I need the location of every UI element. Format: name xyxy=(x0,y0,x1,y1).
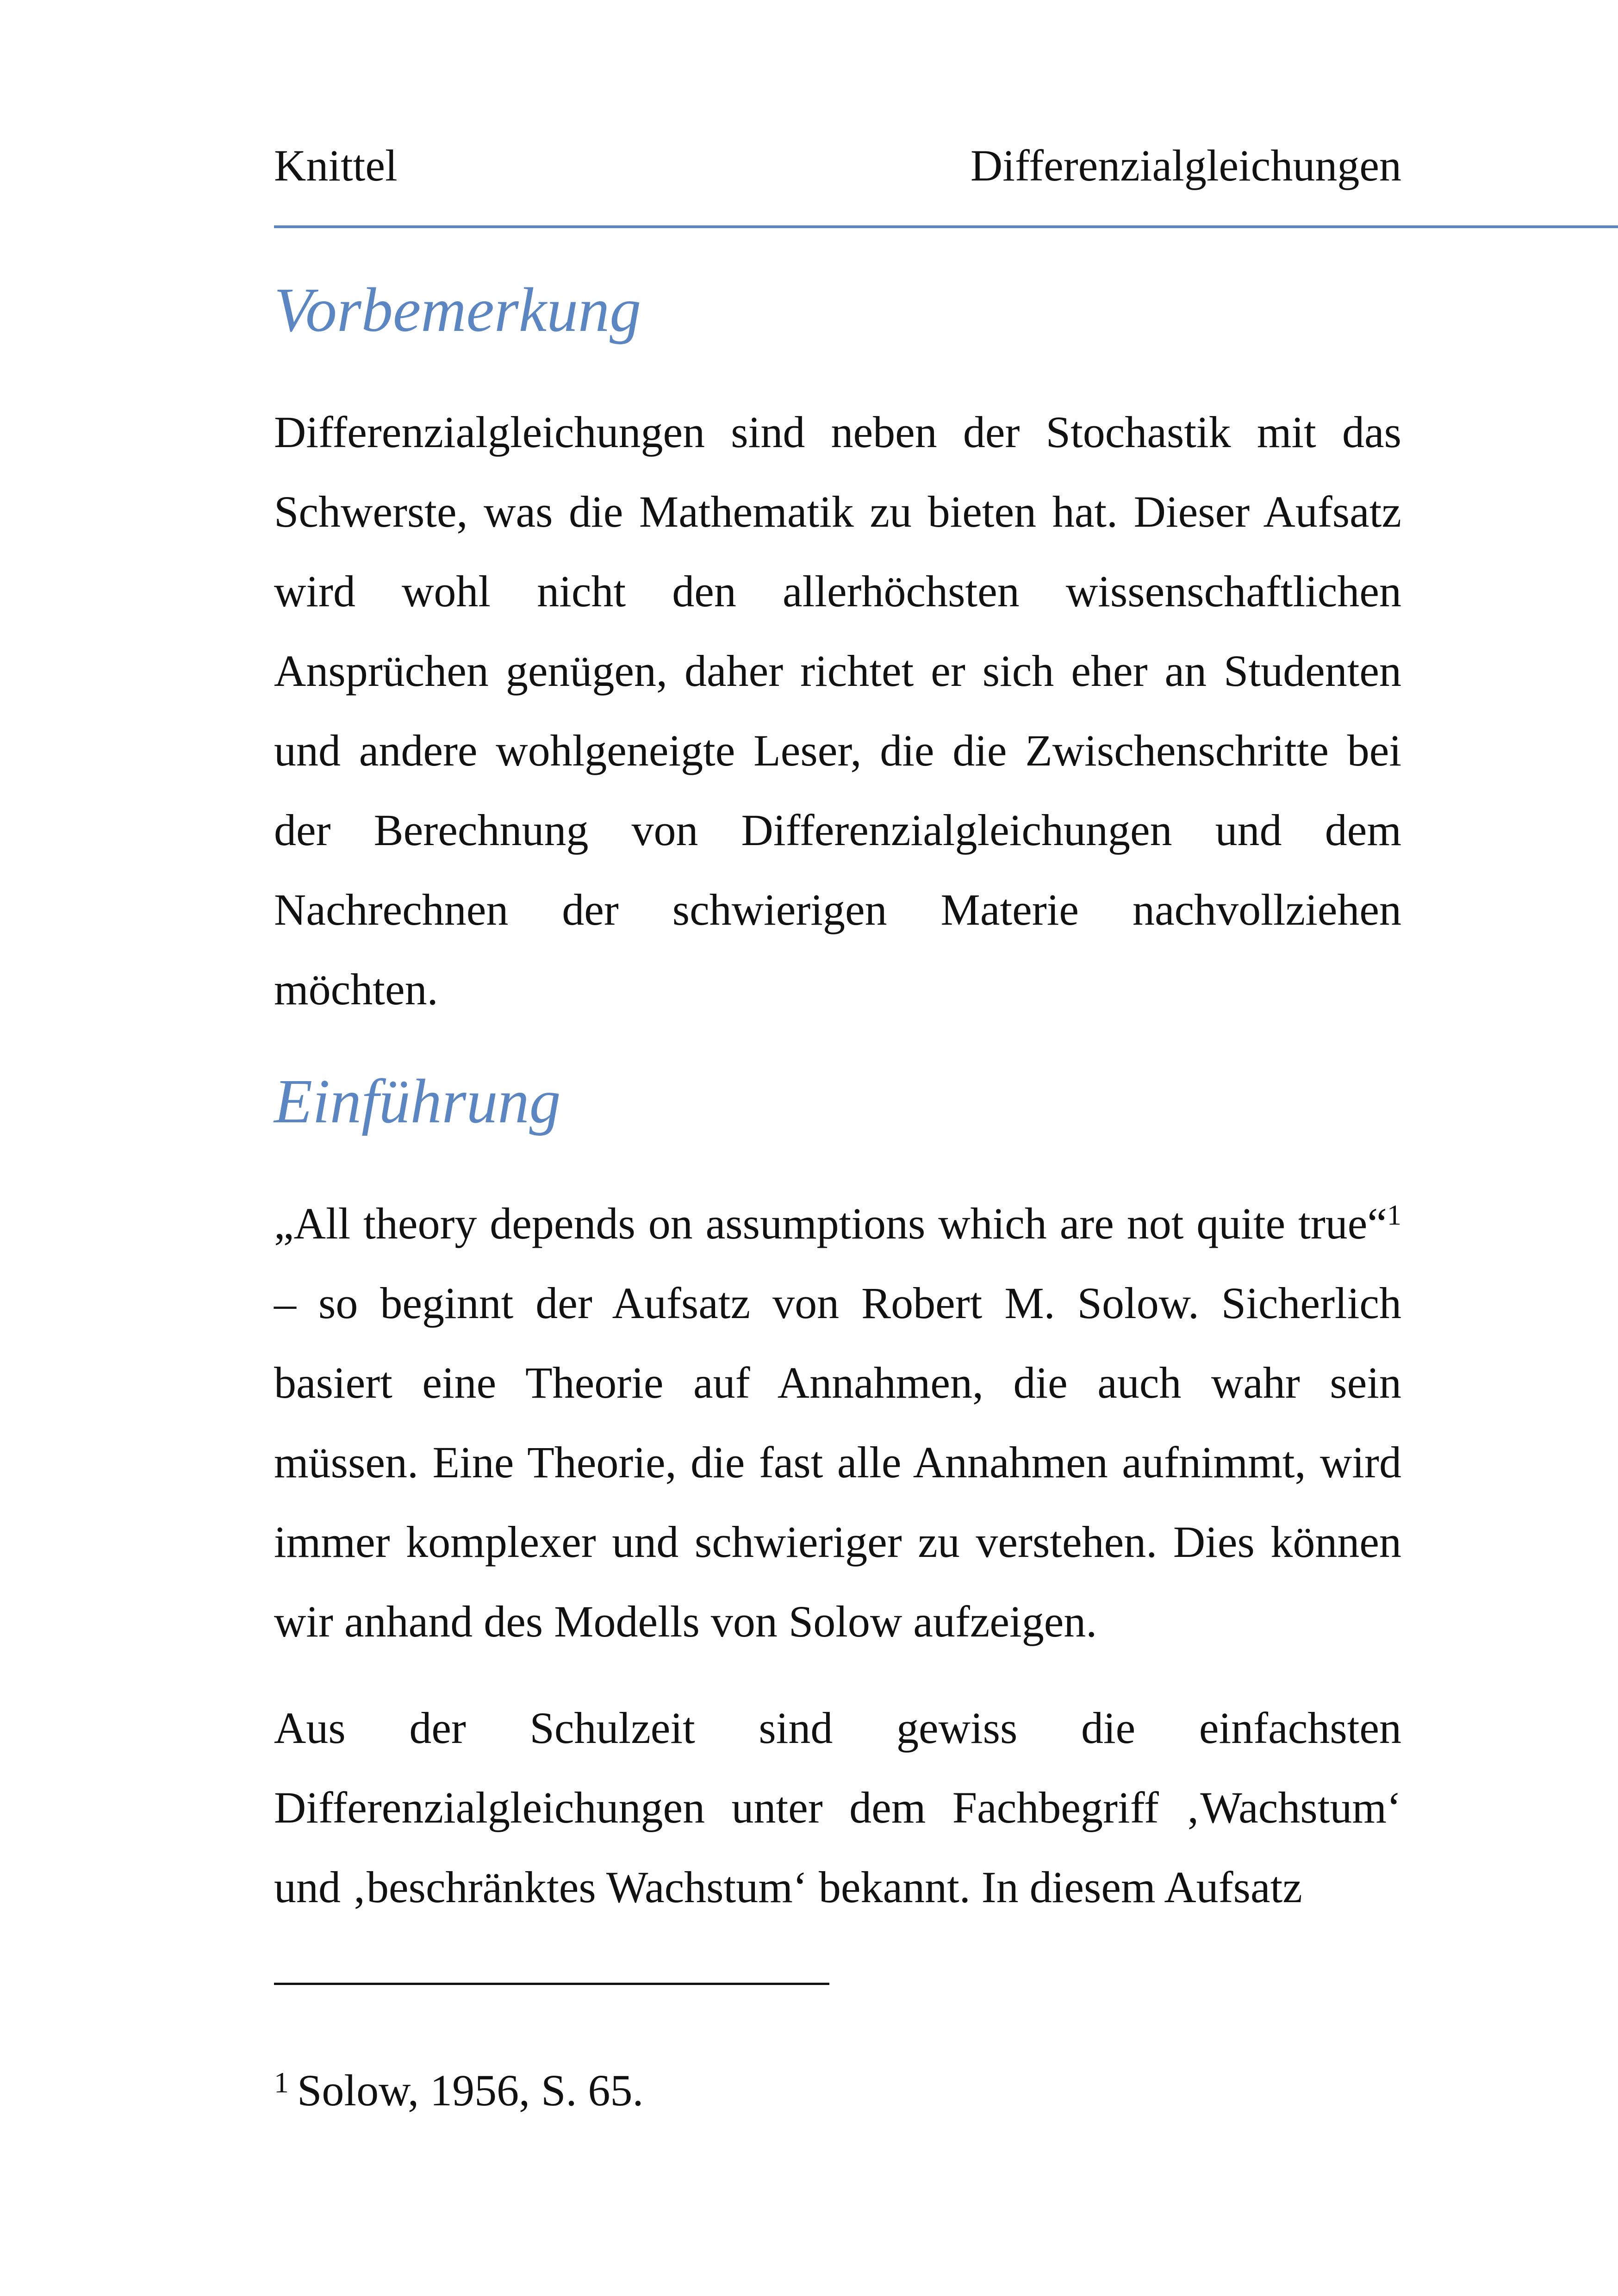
quote-text: „All theory depends on assumptions which are not quite true“ xyxy=(274,1199,1387,1248)
paragraph-einfuehrung-2: Aus der Schulzeit sind gewiss die einfachsten Differenzialgleichungen unter dem Fachbegriff ‚Wachstum‘ und ‚beschränktes Wachstum‘ bekannt. In diesem Aufsatz xyxy=(274,1703,1401,1912)
footnote-separator xyxy=(274,1983,829,1985)
footnote xyxy=(274,2055,644,2118)
footnote-text: Solow, 1956, S. 65. xyxy=(297,2066,644,2115)
running-header xyxy=(274,138,1401,193)
section-heading-vorbemerkung: Vorbemerkung xyxy=(274,275,641,345)
header-title: Differenzialgleichungen xyxy=(970,141,1401,190)
paragraph-einfuehrung-1 xyxy=(274,1184,1401,1661)
paragraph-vorbemerkung: Differenzialgleichungen sind neben der Stochastik mit das Schwerste, was die Mathematik zu bieten hat. Dieser Aufsatz wird wohl nicht den allerhöchsten wissenschaftlichen Ansprüchen genügen, daher richtet er sich eher an Studenten und andere wohlgeneigte Leser, die die Zwischenschritte bei der Berechnung von Differenzialgleichungen und dem Nachrechnen der schwierigen Materie nachvollziehen möchten. xyxy=(274,407,1401,1014)
footnote-reference[interactable]: 1 xyxy=(1387,1200,1401,1231)
footnote-number: 1 xyxy=(274,2066,289,2099)
header-rule xyxy=(274,225,1618,228)
paragraph-continuation: – so beginnt der Aufsatz von Robert M. Solow. Sicherlich basiert eine Theorie auf Annahmen, die auch wahr sein müssen. Eine Theorie, die fast alle Annahmen aufnimmt, wird immer komplexer und schwieriger zu verstehen. Dies können wir anhand des Modells von Solow aufzeigen. xyxy=(274,1278,1401,1646)
header-author: Knittel xyxy=(274,141,398,190)
section-heading-einfuehrung: Einführung xyxy=(274,1067,561,1136)
